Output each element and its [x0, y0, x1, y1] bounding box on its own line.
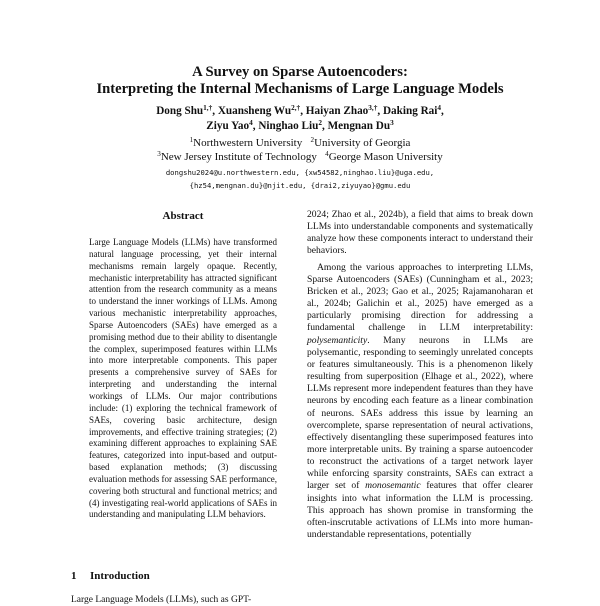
paragraph-continued: 2024; Zhao et al., 2024b), a field that aims to break down LLMs into understandable components and systematically analyze how these components interact to understand their behaviors.: [307, 209, 533, 257]
section-number: 1: [71, 570, 77, 582]
author: Dong Shu$^{1,\dagger}$,: [156, 104, 218, 117]
email-line-1: dongshu2024@u.northwestern.edu, {xw54582,ninghao.liu}@uga.edu,: [165, 168, 435, 177]
abstract-text: Large Language Models (LLMs) have transformed natural language processing, yet their internal mechanisms remain largely opaque. Recently, mechanistic interpretability has attracted significant attention from the research community as a means to understand the inner workings of LLMs. Among various mechanistic interpretability approaches, Sparse Autoencoders (SAEs) have emerged as a promising method due to their ability to disentangle the complex, superimposed features within LLMs into more interpretable components. This paper presents a comprehensive survey of SAEs for interpreting and understanding the internal workings of LLMs. Our major contributions include: (1) exploring the technical framework of SAEs, covering basic architecture, design improvements, and effective training strategies; (2) examining different approaches to explaining SAE features, categorized into input-based and output-based explanation methods; (3) discussing evaluation methods for assessing SAE performance, covering both structural and functional metrics; and (4) investigating real-world applications of SAEs in understanding and manipulating LLM behaviors.: [89, 237, 277, 520]
right-column-text: [307, 209, 533, 541]
author: Xuansheng $Wu^{2,\dagger}$,: [217, 104, 306, 117]
author: Mengnan Du$^3$: [327, 119, 394, 132]
author-line-2: [40, 119, 560, 134]
term-polysemanticity: polysemanticity: [307, 334, 368, 346]
affiliation: $^1$Northwestern University: [189, 136, 303, 149]
affiliations: [40, 136, 560, 164]
author: Ninghao Liu$^2$,: [258, 119, 328, 132]
title-line-1: A Survey on Sparse Autoencoders:: [192, 64, 408, 80]
affiliation: $^3$New Jersey Institute of Technology: [157, 150, 317, 163]
author-emails: [40, 166, 560, 192]
author-list: [40, 104, 560, 134]
paper-title: [40, 64, 560, 98]
author: Daking Rai$^4$,: [382, 104, 444, 117]
author: Ziyu Yao$^4$,: [206, 119, 259, 132]
section-heading-introduction: [71, 570, 150, 582]
term-monosemantic: monosemantic: [365, 480, 421, 492]
affiliation: $^4$George Mason University: [325, 150, 443, 163]
email-line-2: {hz54,mengnan.du}@njit.edu, {drai2,ziyuyao}@gmu.edu: [189, 181, 411, 190]
section-title: Introduction: [90, 570, 150, 582]
author: Haiyan Zhao$^{3,\dagger}$,: [305, 104, 383, 117]
introduction-first-line: Large Language Models (LLMs), such as GPT-: [71, 595, 252, 605]
affiliation-line-1: [40, 136, 560, 150]
affiliation: $^2$University of Georgia: [310, 136, 411, 149]
abstract-heading: Abstract: [162, 210, 204, 222]
affiliation-line-2: [40, 150, 560, 164]
paragraph-sae-motivation: Among the various approaches to interpreting LLMs, Sparse Autoencoders (SAEs) (Cunningham et al., 2023; Bricken et al., 2023; Gao et al., 2025; Rajamanoharan et al., 2024b; Galichin et al., 2025) have emerged as a particularly promising direction for addressing a fundamental challenge in LLM interpretability: polysemanticity. Many neurons in LLMs are polysemantic, responding to seemingly unrelated concepts or features simultaneously. This is a phenomenon likely resulting from superposition (Elhage et al., 2022), where LLMs represent more independent features than they have neurons by encoding each feature as a linear combination of neurons. SAEs address this issue by learning an overcomplete, sparse representation of neural activations, effectively disentangling these superimposed features into more interpretable units. By training a sparse autoencoder to reconstruct the activations of a target network layer while enforcing sparsity constraints, SAEs can extract a larger set of monosemantic features that offer clearer insights into what information the LLM is processing. This approach has shown promise in transforming the often-inscrutable activations of LLMs into more human-understandable representations, potentially: [307, 261, 533, 541]
title-line-2: Interpreting the Internal Mechanisms of Large Language Models: [96, 81, 504, 97]
author-line-1: [40, 104, 560, 119]
